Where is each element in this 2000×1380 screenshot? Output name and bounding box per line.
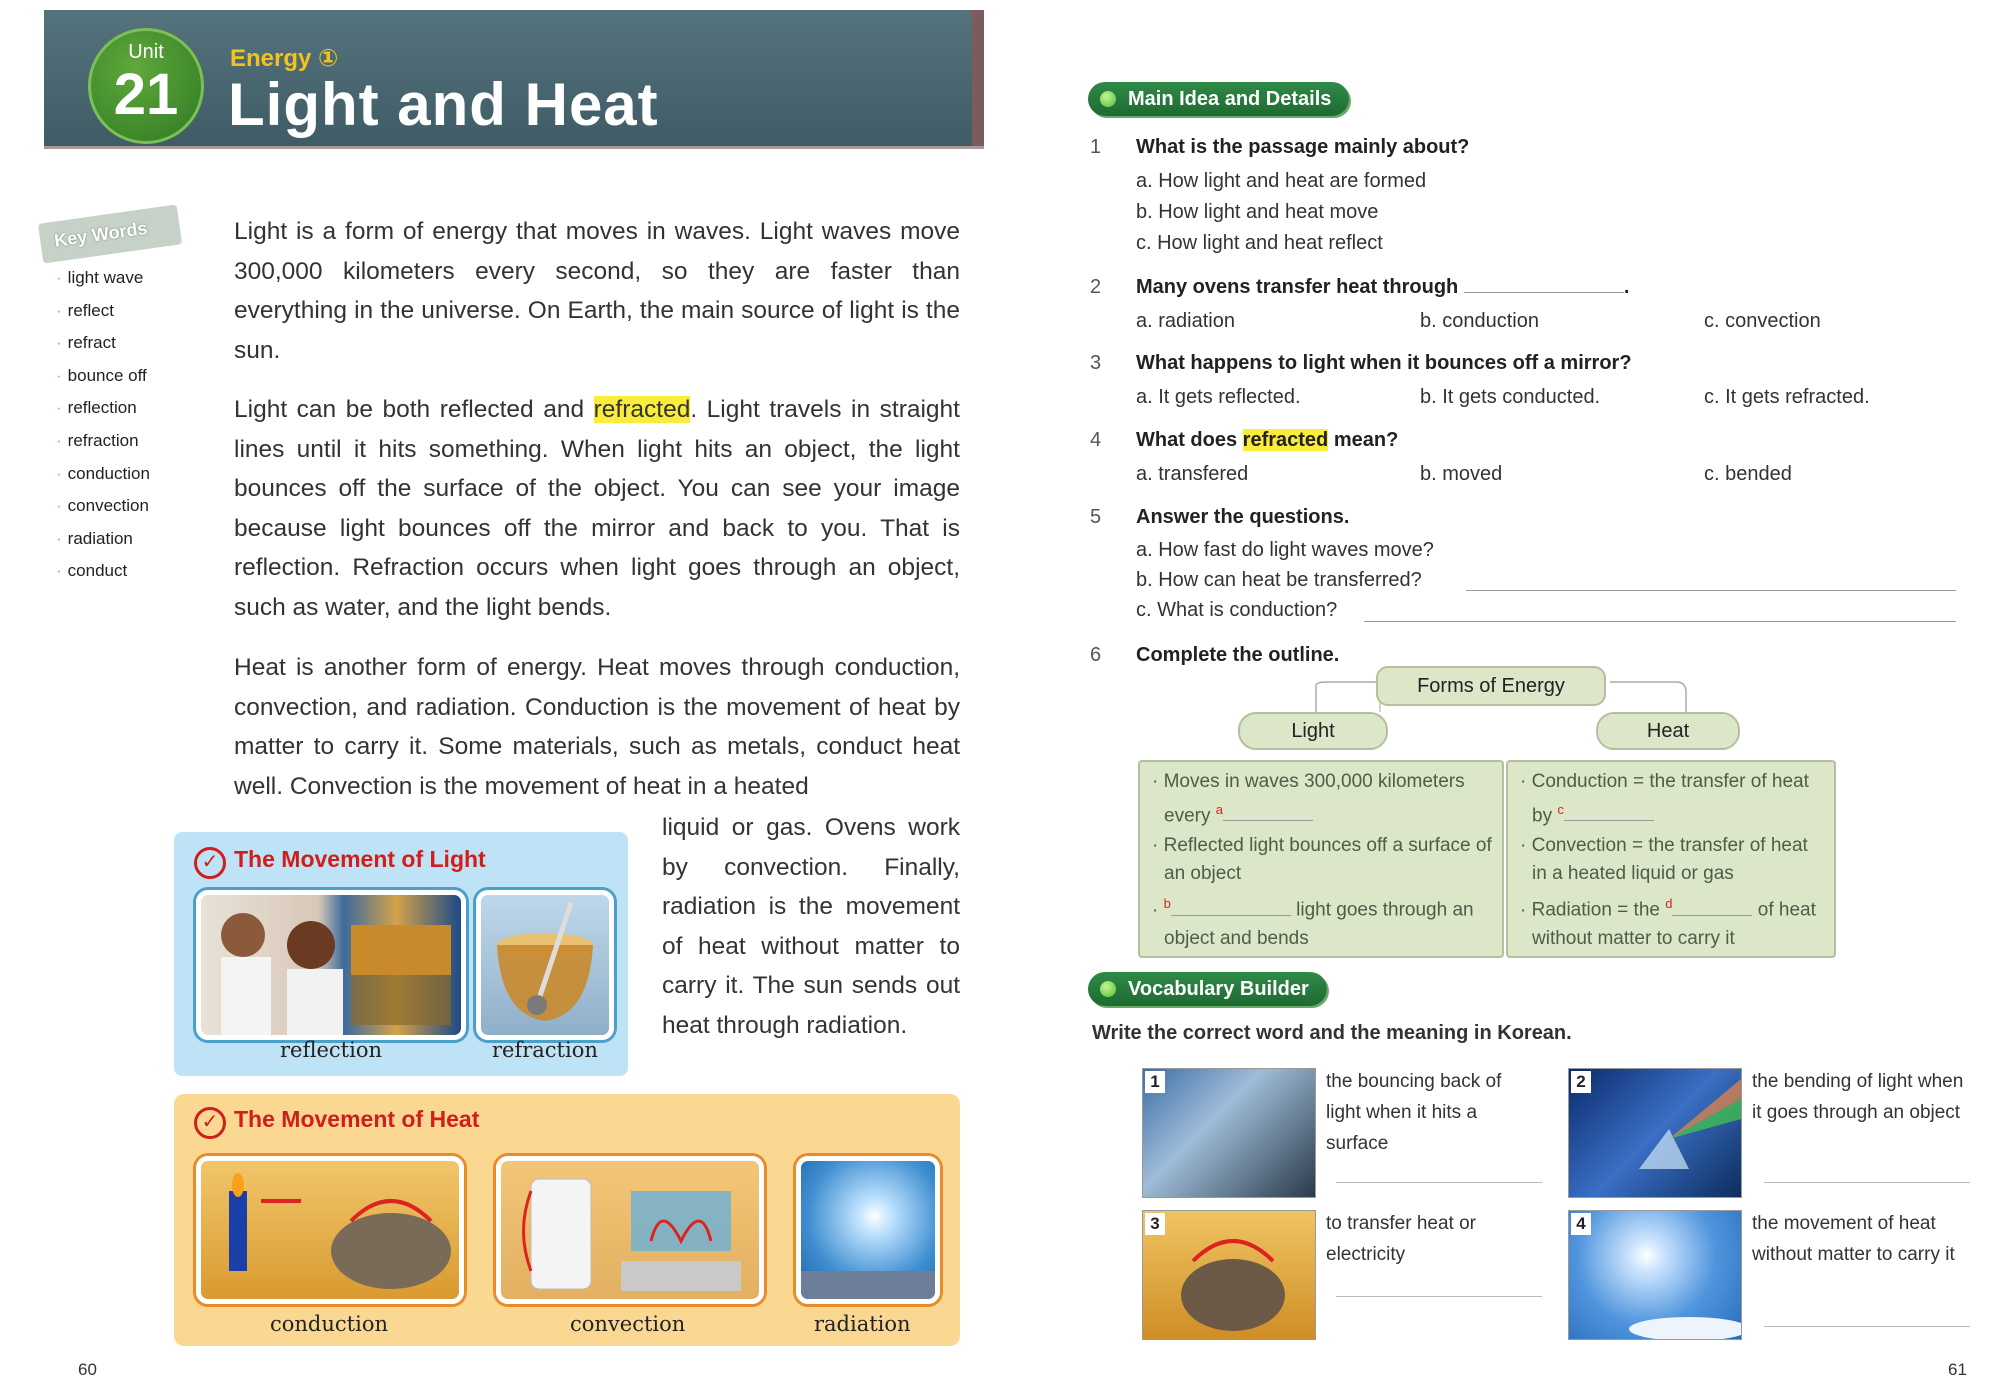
paragraph-2	[234, 390, 960, 627]
blank-marker: b	[1163, 896, 1171, 912]
question-number: 2	[1090, 276, 1102, 298]
page-number-left: 60	[78, 1360, 97, 1379]
vocab-number: 1	[1145, 1071, 1165, 1093]
convection-image	[496, 1156, 764, 1304]
outline-text: Conduction = the transfer of heat by	[1531, 771, 1809, 827]
outline-root: Forms of Energy	[1376, 666, 1606, 706]
outline-text: Convection = the transfer of heat in a heated liquid or gas	[1531, 835, 1808, 885]
blank-marker: c	[1557, 802, 1564, 817]
outline-heat-item	[1516, 768, 1826, 830]
blank-marker: d	[1665, 896, 1673, 912]
key-word-item: · radiation	[56, 529, 150, 562]
prism-icon	[1569, 1069, 1741, 1197]
refraction-image	[476, 890, 614, 1040]
key-word-item: · light wave	[56, 268, 150, 301]
vocab-definition: the bouncing back of light when it hits a surface	[1326, 1071, 1502, 1154]
question-2-stem: Many ovens transfer heat through	[1136, 276, 1459, 298]
check-icon: ✓	[194, 847, 226, 879]
answer-blank[interactable]	[1223, 820, 1313, 821]
light-box-title: The Movement of Light	[234, 846, 486, 872]
outline-light-box	[1138, 760, 1504, 958]
vocab-answer-line[interactable]	[1336, 1296, 1542, 1297]
vocab-header	[1088, 972, 1327, 1006]
outline-light-item	[1148, 890, 1494, 952]
vocab-definition: the movement of heat without matter to carry it	[1752, 1213, 1955, 1265]
vocab-definition: the bending of light when it goes through an object	[1752, 1071, 1964, 1123]
heater-and-pot	[501, 1161, 759, 1299]
q4-option-b: b. moved	[1420, 463, 1503, 485]
question-3-text: What happens to light when it bounces off a mirror?	[1136, 352, 1632, 374]
outline-light-item	[1148, 768, 1494, 830]
reflection-image	[196, 890, 466, 1040]
vocab-label: Vocabulary Builder	[1128, 978, 1309, 1000]
glass-of-tea	[481, 895, 609, 1035]
page-number-right: 61	[1948, 1360, 1967, 1379]
answer-blank[interactable]	[1564, 820, 1654, 821]
caption-refraction: refraction	[492, 1038, 598, 1062]
q1-option-a: a. How light and heat are formed	[1136, 170, 1427, 192]
key-word-item: · conduct	[56, 561, 150, 594]
highlight-refracted: refracted	[1242, 429, 1329, 451]
q5-part-c: c. What is conduction?	[1136, 599, 1338, 621]
question-5-text: Answer the questions.	[1136, 506, 1350, 528]
key-word-item: · reflection	[56, 398, 150, 431]
answer-blank[interactable]	[1464, 292, 1624, 293]
question-4-stem: What does	[1136, 429, 1243, 451]
question-number: 5	[1090, 506, 1102, 528]
question-2-text	[1136, 276, 1629, 299]
outline-light-item	[1148, 832, 1494, 888]
unit-number: 21	[113, 62, 179, 127]
check-icon: ✓	[194, 1107, 226, 1139]
paragraph-2-text: Light can be both reflected and	[234, 396, 594, 423]
answer-line[interactable]	[1466, 590, 1956, 591]
key-words-label: Key Words	[53, 217, 149, 251]
question-6-text: Complete the outline.	[1136, 644, 1340, 666]
key-word-item: · refract	[56, 333, 150, 366]
q3-option-a: a. It gets reflected.	[1136, 386, 1301, 408]
q2-option-c: c. convection	[1704, 310, 1821, 332]
main-idea-label: Main Idea and Details	[1128, 88, 1332, 110]
key-words-list	[56, 268, 150, 594]
key-word-item: · bounce off	[56, 366, 150, 399]
vocab-image-sun	[1568, 1210, 1742, 1340]
heat-box-heading	[194, 1106, 479, 1139]
q3-option-c: c. It gets refracted.	[1704, 386, 1870, 408]
answer-blank[interactable]	[1672, 915, 1752, 916]
key-word-item: · convection	[56, 496, 150, 529]
q2-option-a: a. radiation	[1136, 310, 1235, 332]
question-4-text	[1136, 429, 1398, 452]
outline-text: Reflected light bounces off a surface of an object	[1163, 835, 1492, 885]
vocab-number: 3	[1145, 1213, 1165, 1235]
subject-label: Energy ①	[230, 45, 339, 72]
conduction-image	[196, 1156, 464, 1304]
caption-convection: convection	[570, 1312, 686, 1336]
q3-option-b: b. It gets conducted.	[1420, 386, 1601, 408]
key-word-item: · refraction	[56, 431, 150, 464]
q5-part-b: b. How can heat be transferred?	[1136, 569, 1422, 591]
question-2-end: .	[1623, 276, 1630, 298]
outline-heat-item	[1516, 832, 1826, 888]
outline-text: of heat without matter to carry it	[1532, 899, 1816, 949]
unit-label: Unit	[128, 41, 164, 63]
outline-heat-box	[1506, 760, 1836, 958]
question-1-text: What is the passage mainly about?	[1136, 136, 1470, 158]
answer-blank[interactable]	[1171, 915, 1291, 916]
q5-part-a: a. How fast do light waves move?	[1136, 539, 1434, 561]
vocab-image-kettle	[1142, 1210, 1316, 1340]
outline-node-heat: Heat	[1596, 712, 1740, 750]
outline-heat-item	[1516, 890, 1826, 952]
movement-of-heat-box	[174, 1094, 960, 1346]
q4-option-a: a. transfered	[1136, 463, 1249, 485]
vocab-number: 2	[1571, 1071, 1591, 1093]
page-title: Light and Heat	[228, 71, 659, 138]
paragraph-3-continued: liquid or gas. Ovens work by convection. Finally, radiation is the movement of heat without matter to carry it. The sun sends out heat through radiation.	[662, 814, 960, 1039]
outline-text: Radiation = the	[1531, 899, 1666, 921]
vocab-image-prism	[1568, 1068, 1742, 1198]
vocab-answer-line[interactable]	[1764, 1326, 1970, 1327]
q1-option-b: b. How light and heat move	[1136, 201, 1379, 223]
caption-radiation: radiation	[814, 1312, 911, 1336]
paragraph-2-text: . Light travels in straight lines until it hits something. When light hits an object, the light bounces off the surface of the object. You can see your image because light bounces off the mirror and back to you. That is reflection. Refraction occurs when light goes through an object, such as water, and the light bends.	[234, 396, 960, 621]
reflection-scene	[201, 895, 461, 1035]
question-number: 3	[1090, 352, 1102, 374]
movement-of-light-box	[174, 832, 628, 1076]
main-idea-header	[1088, 82, 1349, 116]
candle-and-kettle	[201, 1161, 459, 1299]
question-4-end: mean?	[1328, 429, 1399, 451]
unit-badge	[88, 28, 204, 144]
vocab-number: 4	[1571, 1213, 1591, 1235]
vocab-definition: to transfer heat or electricity	[1326, 1213, 1476, 1265]
highlight-refracted: refracted	[593, 396, 691, 423]
blank-marker: a	[1215, 802, 1223, 817]
key-word-item: · conduction	[56, 464, 150, 497]
vocab-image-mirror	[1142, 1068, 1316, 1198]
key-word-item: · reflect	[56, 301, 150, 334]
answer-line[interactable]	[1364, 621, 1956, 622]
radiation-image	[796, 1156, 940, 1304]
vocab-answer-line[interactable]	[1764, 1182, 1970, 1183]
question-number: 4	[1090, 429, 1102, 451]
outline-node-light: Light	[1238, 712, 1388, 750]
sun-sky	[801, 1161, 935, 1299]
sun-icon	[1569, 1211, 1741, 1339]
q4-option-c: c. bended	[1704, 463, 1792, 485]
vocab-answer-line[interactable]	[1336, 1182, 1542, 1183]
paragraph-1: Light is a form of energy that moves in waves. Light waves move 300,000 kilometers every second, so they are faster than everything in the universe. On Earth, the main source of light is the sun.	[234, 218, 960, 364]
paragraph-3: Heat is another form of energy. Heat moves through conduction, convection, and radiation. Conduction is the movement of heat by matter to carry it. Some materials, such as metals, conduct heat well. Convection is the movement of heat in a heated	[234, 654, 960, 800]
caption-reflection: reflection	[280, 1038, 382, 1062]
question-number: 6	[1090, 644, 1102, 666]
question-number: 1	[1090, 136, 1102, 158]
q1-option-c: c. How light and heat reflect	[1136, 232, 1383, 254]
kettle-icon	[1143, 1211, 1315, 1339]
q2-option-b: b. conduction	[1420, 310, 1539, 332]
light-box-heading	[194, 846, 486, 879]
outline-text: Moves in waves 300,000 kilometers every	[1163, 771, 1465, 827]
vocab-instruction: Write the correct word and the meaning in Korean.	[1092, 1022, 1572, 1044]
key-words-tag	[38, 204, 182, 263]
caption-conduction: conduction	[270, 1312, 388, 1336]
heat-box-title: The Movement of Heat	[234, 1106, 480, 1132]
outline-text: light goes through an object and bends	[1164, 899, 1474, 949]
